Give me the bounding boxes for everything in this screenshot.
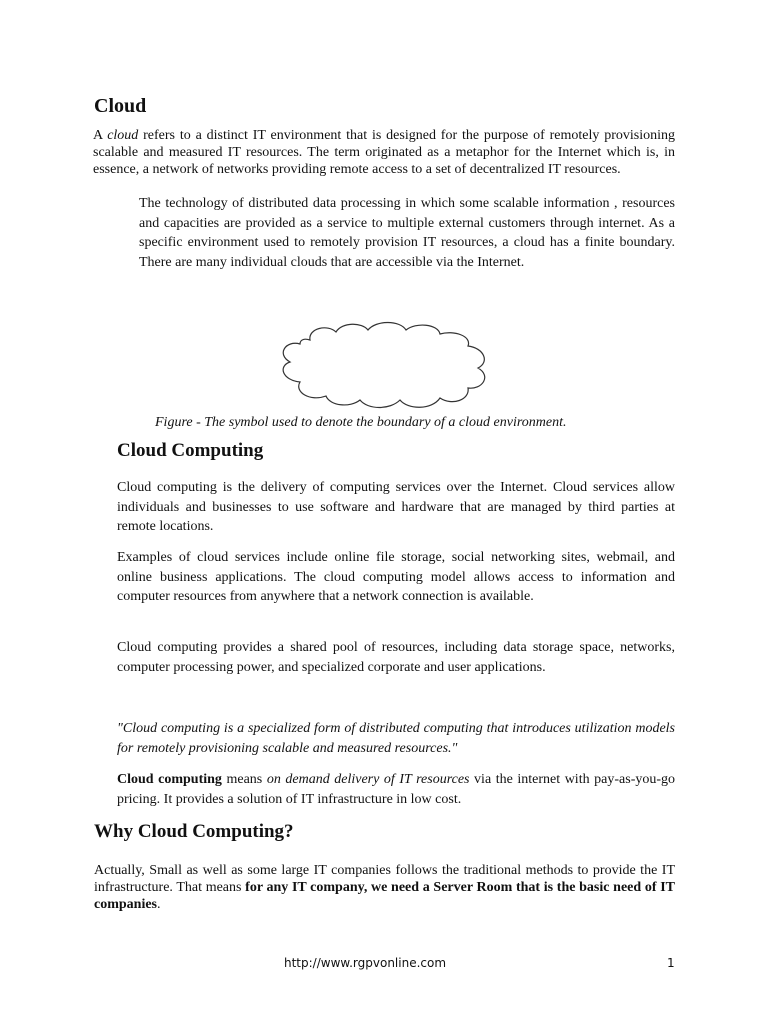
paragraph-cloud-technology: The technology of distributed data processing in which some scalable information , resources and capacities are provided as a service to multiple external customers through internet. As a specific environment used to remotely provision IT resources, a cloud has a finite boundary. There are many individual clouds that are accessible via the Internet.: [139, 196, 675, 270]
text-rest: refers to a distinct IT environment that is designed for the purpose of remotely provisioning scalable and measured IT resources. The term originated as a metaphor for the Internet which is, in essence, a network of networks providing remote access to a set of decentralized IT resources.: [93, 128, 675, 177]
term-cloud: cloud: [107, 128, 139, 143]
page-number: 1: [667, 956, 675, 970]
text-suffix: .: [157, 897, 161, 912]
heading-why-cloud-computing: Why Cloud Computing?: [94, 821, 294, 842]
text-prefix: A: [93, 128, 108, 143]
figure-caption: Figure - The symbol used to denote the boundary of a cloud environment.: [155, 415, 567, 430]
cloud-shape: [283, 323, 485, 408]
paragraph-cc-meaning: [117, 770, 675, 809]
term-cloud-computing: Cloud computing: [117, 772, 222, 787]
paragraph-cc-examples: Examples of cloud services include online file storage, social networking sites, webmail, and online business applications. The cloud computing model allows access to information and computer resources from anywhere that a network connection is available.: [117, 550, 675, 605]
cloud-boundary-figure: [270, 318, 500, 410]
paragraph-cc-delivery: Cloud computing is the delivery of computing services over the Internet. Cloud services allow individuals and businesses to use software and hardware that are managed by third parties at remote locations.: [117, 480, 675, 535]
text-rest: via the internet with pay-as-you-go pricing. It provides a solution of IT infrastructure in low cost.: [117, 772, 676, 807]
quote-cc-definition: "Cloud computing is a specialized form of distributed computing that introduces utilization models for remotely provisioning scalable and measured resources.": [117, 721, 675, 756]
text-means: means: [221, 772, 267, 787]
heading-cloud-computing: Cloud Computing: [117, 440, 264, 461]
phrase-on-demand: on demand delivery of IT resources: [266, 772, 470, 787]
paragraph-why-cloud: [94, 862, 675, 913]
paragraph-cloud-definition: [93, 127, 675, 178]
phrase-server-room: for any IT company, we need a Server Room that is the basic need of IT companies: [94, 880, 676, 912]
paragraph-cc-shared-pool: Cloud computing provides a shared pool of resources, including data storage space, networks, computer processing power, and specialized corporate and user applications.: [117, 640, 675, 675]
heading-cloud: Cloud: [94, 95, 147, 117]
footer-url: http://www.rgpvonline.com: [284, 956, 447, 970]
text-prefix: Actually, Small as well as some large IT companies follows the traditional methods to provide the IT infrastructure. That means: [94, 863, 675, 895]
